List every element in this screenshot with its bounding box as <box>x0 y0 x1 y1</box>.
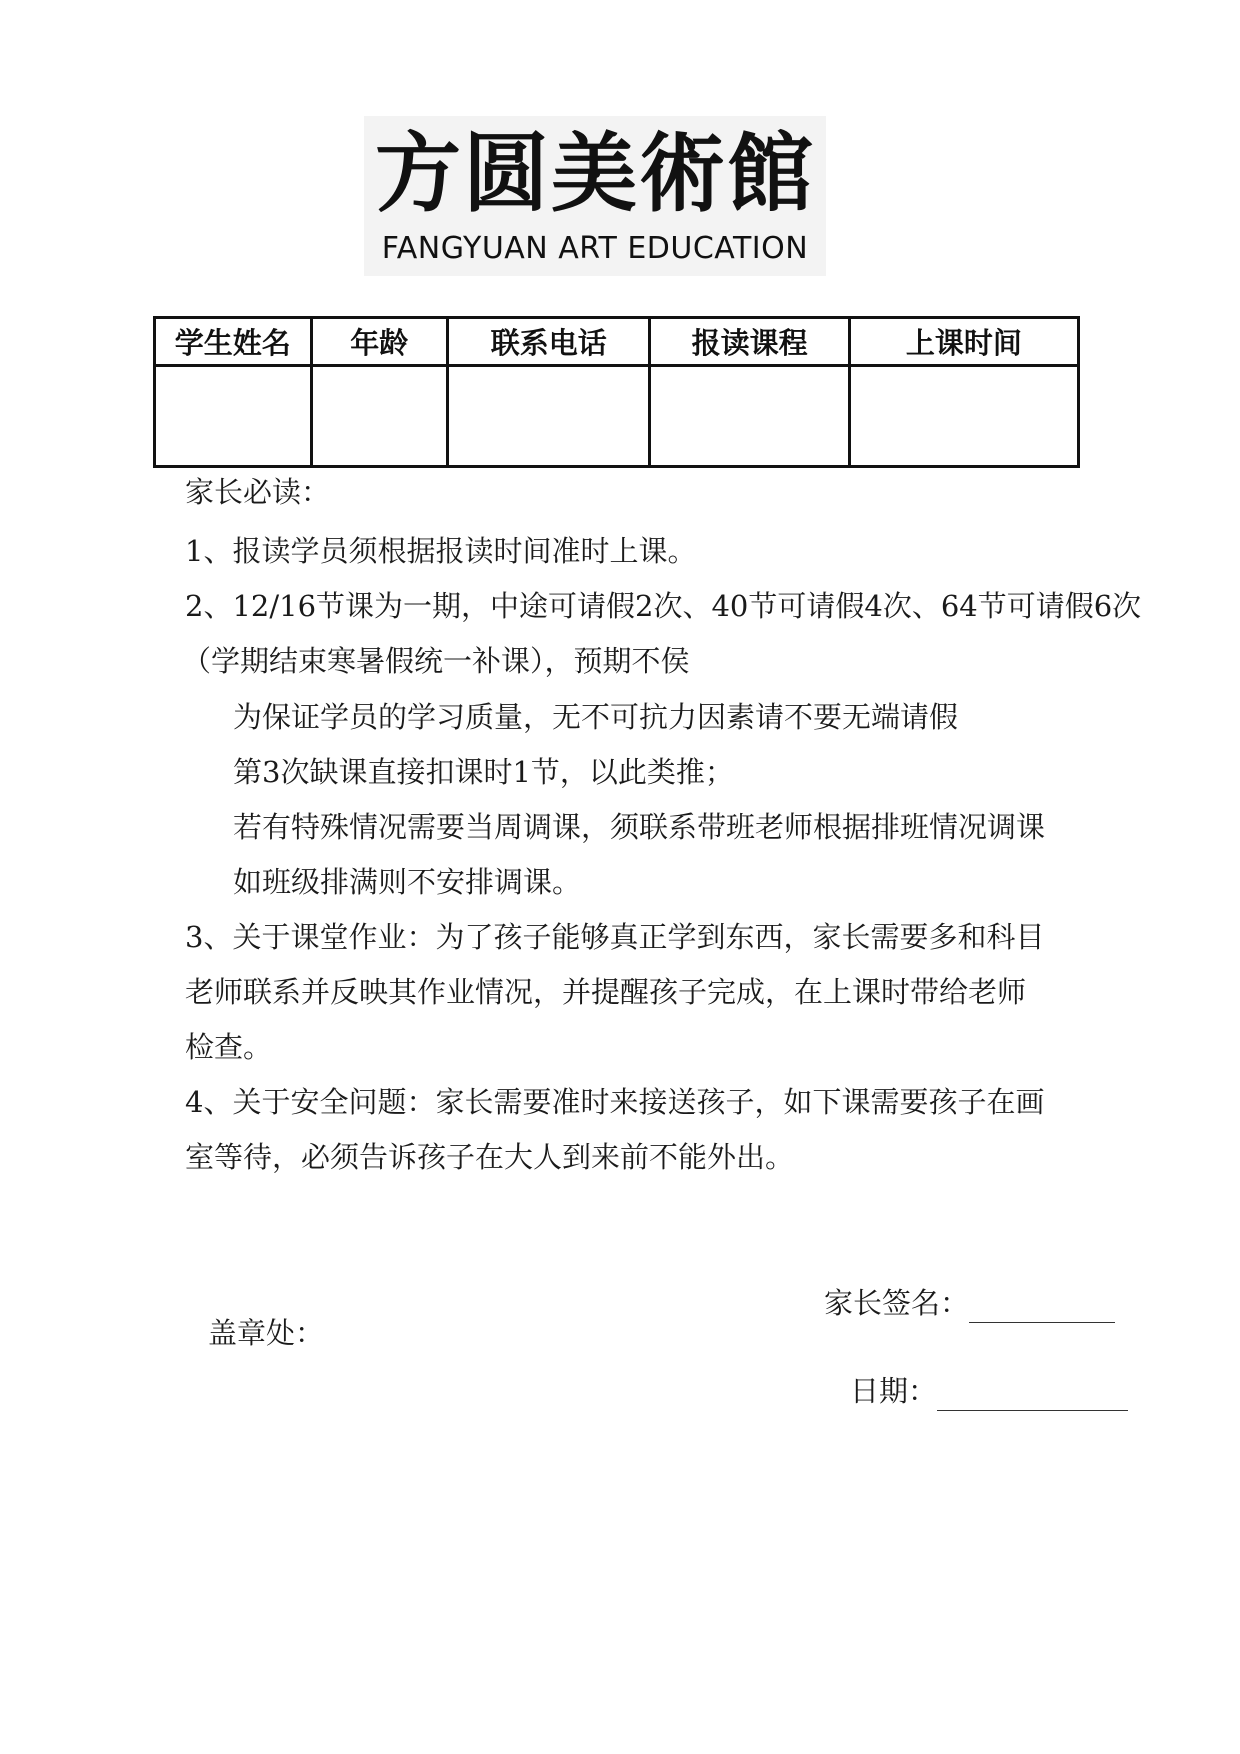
parent-signature-label: 家长签名： <box>824 1286 970 1320</box>
logo <box>364 116 826 276</box>
cell-class-time[interactable] <box>849 366 1078 467</box>
notice-line: （学期结束寒暑假统一补课），预期不侯 <box>182 644 690 678</box>
date-line[interactable] <box>937 1380 1128 1411</box>
cell-course[interactable] <box>650 366 849 467</box>
header-course: 报读课程 <box>650 318 849 366</box>
header-age: 年龄 <box>311 318 448 366</box>
notice-line: 4、关于安全问题：家长需要准时来接送孩子，如下课需要孩子在画 <box>185 1085 1045 1119</box>
student-info-table <box>153 316 1080 468</box>
signature-line[interactable] <box>969 1292 1115 1323</box>
table-header-row <box>155 318 1079 366</box>
notice-line: 检查。 <box>185 1030 273 1064</box>
header-phone: 联系电话 <box>448 318 650 366</box>
notice-line: 3、关于课堂作业：为了孩子能够真正学到东西，家长需要多和科目 <box>185 920 1045 954</box>
table-row <box>155 366 1079 467</box>
notice-line: 2、12/16节课为一期，中途可请假2次、40节可请假4次、64节可请假6次 <box>185 589 1142 623</box>
cell-phone[interactable] <box>448 366 650 467</box>
header-student-name: 学生姓名 <box>155 318 312 366</box>
notice-line: 1、报读学员须根据报读时间准时上课。 <box>185 534 697 568</box>
notice-line: 室等待，必须告诉孩子在大人到来前不能外出。 <box>185 1140 795 1174</box>
date-field[interactable] <box>850 1371 1128 1411</box>
logo-english-name: FANGYUAN ART EDUCATION <box>381 231 809 266</box>
notice-title: 家长必读： <box>185 475 331 509</box>
date-label: 日期： <box>850 1374 938 1408</box>
stamp-label: 盖章处： <box>208 1316 325 1350</box>
cell-age[interactable] <box>311 366 448 467</box>
notice-line: 如班级排满则不安排调课。 <box>233 865 582 899</box>
parent-signature-field[interactable] <box>824 1283 1115 1323</box>
cell-student-name[interactable] <box>155 366 312 467</box>
notice-line: 为保证学员的学习质量，无不可抗力因素请不要无端请假 <box>233 700 959 734</box>
notice-line: 老师联系并反映其作业情况，并提醒孩子完成，在上课时带给老师 <box>185 975 1027 1009</box>
notice-line: 若有特殊情况需要当周调课，须联系带班老师根据排班情况调课 <box>233 810 1046 844</box>
logo-chinese-name: 方圆美術館 <box>375 123 815 224</box>
notice-line: 第3次缺课直接扣课时1节，以此类推； <box>233 755 734 789</box>
header-class-time: 上课时间 <box>849 318 1078 366</box>
